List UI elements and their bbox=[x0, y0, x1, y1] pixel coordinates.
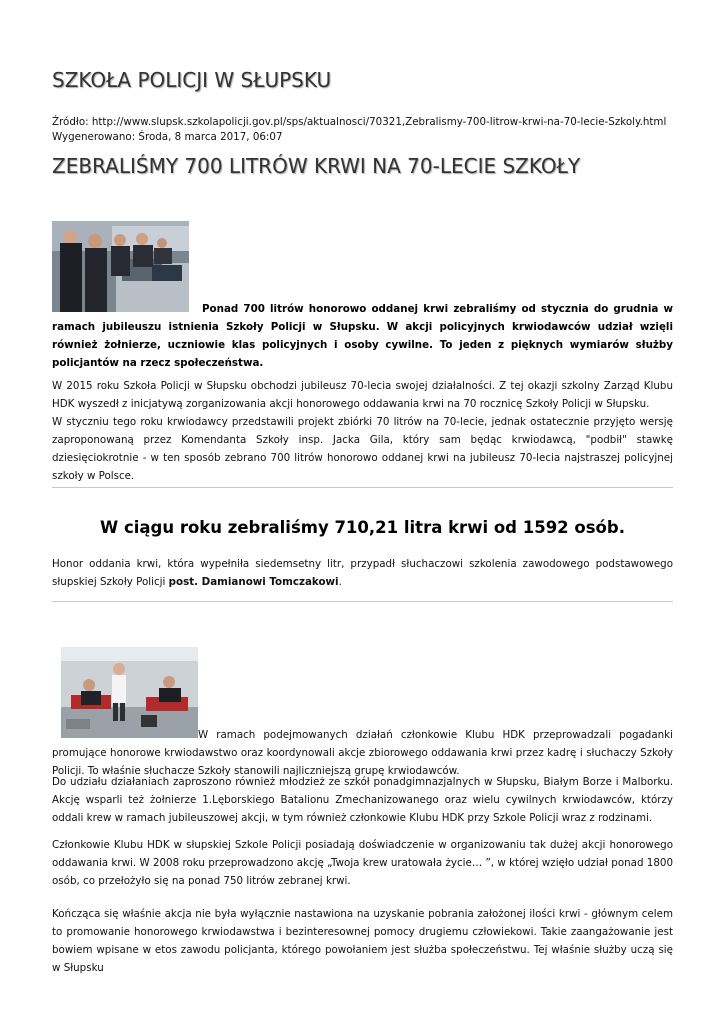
article-title: ZEBRALIŚMY 700 LITRÓW KRWI NA 70-LECIE SZKOŁY bbox=[52, 154, 581, 178]
generated-date: Wygenerowano: Środa, 8 marca 2017, 06:07 bbox=[52, 130, 283, 143]
divider bbox=[52, 601, 673, 602]
article-lead: Ponad 700 litrów honorowo oddanej krwi zebraliśmy od stycznia do grudnia w ramach jubileuszu istnienia Szkoły Policji w Słupsku. W akcji policyjnych krwiodawców udział wzięli również żołnierze, uczniowie klas policyjnych i osoby cywilne. To jeden z pięknych wymiarów służby policjantów na rzecz społeczeństwa. bbox=[52, 303, 673, 369]
article-paragraph-1: W 2015 roku Szkoła Policji w Słupsku obchodzi jubileusz 70-lecia swojej działalności. Z tej okazji szkolny Zarząd Klubu HDK wyszedł z inicjatywą zorganizowania akcji honorowego oddawania krwi na 70 rocznicę Szkoły Policji w Słupsku. W styczniu tego roku krwiodawcy przedstawili projekt zbiórki 70 litrów na 70-lecie, jednak ostatecznie przyjęto wersję zaproponowaną przez Komendanta Szkoły insp. Jacka Gila, który sam będąc krwiodawcą, "podbił" stawkę dziesięciokrotnie - w ten sposób zebrano 700 litrów honorowo oddanej krwi na jubileusz 70-lecia najstraszej policyjnej szkoły w Polsce. bbox=[52, 377, 673, 485]
source-meta bbox=[52, 115, 666, 144]
honor-name: post. Damianowi Tomczakowi bbox=[168, 576, 339, 588]
divider bbox=[52, 487, 673, 488]
article-paragraph-4: Do udziału działaniach zaproszono również młodzież ze szkół ponadgimnazjalnych w Słupsku, Białym Borze i Malborku. Akcję wsparli też żołnierze 1.Lęborskiego Batalionu Zmechanizowanego oraz wielu cywilnych krwiodawców, którzy oddali krew w ramach jubileuszowej akcji, w tym również członkowie Klubu HDK przy Szkole Policji wraz z rodzinami. bbox=[52, 776, 673, 824]
article-photo-officers bbox=[52, 221, 189, 312]
section-subheading: W ciągu roku zebraliśmy 710,21 litra krwi od 1592 osób. bbox=[100, 518, 625, 537]
honor-paragraph: Honor oddania krwi, która wypełniła siedemsetny litr, przypadł słuchaczowi szkolenia zawodowego podstawowego słupskiej Szkoły Policji post. Damianowi Tomczakowi. bbox=[52, 558, 673, 588]
site-title: SZKOŁA POLICJI W SŁUPSKU bbox=[52, 68, 332, 92]
article-paragraph-3: W ramach podejmowanych działań członkowie Klubu HDK przeprowadzali pogadanki promujące honorowe krwiodawstwo oraz koordynowali akcje zbiorowego oddawania krwi przez kadrę i słuchaczy Szkoły Policji. To właśnie słuchacze Szkoły stanowili najliczniejszą grupę krwiodawców. bbox=[52, 729, 673, 777]
article-paragraph-2: W styczniu tego roku krwiodawcy przedstawili projekt zbiórki 70 litrów na 70-lecie, jednak ostatecznie przyjęto wersję zaproponowaną przez Komendanta Szkoły insp. Jacka Gila, który sam będąc krwiodawcą, "podbił" stawkę dziesięciokrotnie - w ten sposób zebrano 700 litrów honorowo oddanej krwi na jubileusz 70-lecia najstraszej policyjnej szkoły w Polsce. bbox=[52, 416, 673, 482]
article-photo-donation bbox=[61, 647, 198, 738]
source-url[interactable]: Źródło: http://www.slupsk.szkolapolicji.gov.pl/sps/aktualnosci/70321,Zebralismy-700-litrow-krwi-na-70-lecie-Szkoly.html bbox=[52, 116, 667, 128]
article-paragraph-5: Członkowie Klubu HDK w słupskiej Szkole Policji posiadają doświadczenie w organizowaniu tak dużej akcji honorowego oddawania krwi. W 2008 roku przeprowadzono akcję „Twoja krew uratowała życie… ”, w której wzięło udział ponad 1800 osób, co przełożyło się na ponad 750 litrów zebranej krwi. bbox=[52, 839, 673, 887]
article-paragraph-6: Kończąca się właśnie akcja nie była wyłącznie nastawiona na uzyskanie pobrania założonej ilości krwi - głównym celem to promowanie honorowego krwiodawstwa i bezinteresownej pomocy drugiemu człowiekowi. Takie zaangażowanie jest bowiem wpisane w etos zawodu policjanta, którego powołaniem jest służba społeczeństwu. Tej właśnie służby uczą się w Słupsku bbox=[52, 908, 673, 974]
